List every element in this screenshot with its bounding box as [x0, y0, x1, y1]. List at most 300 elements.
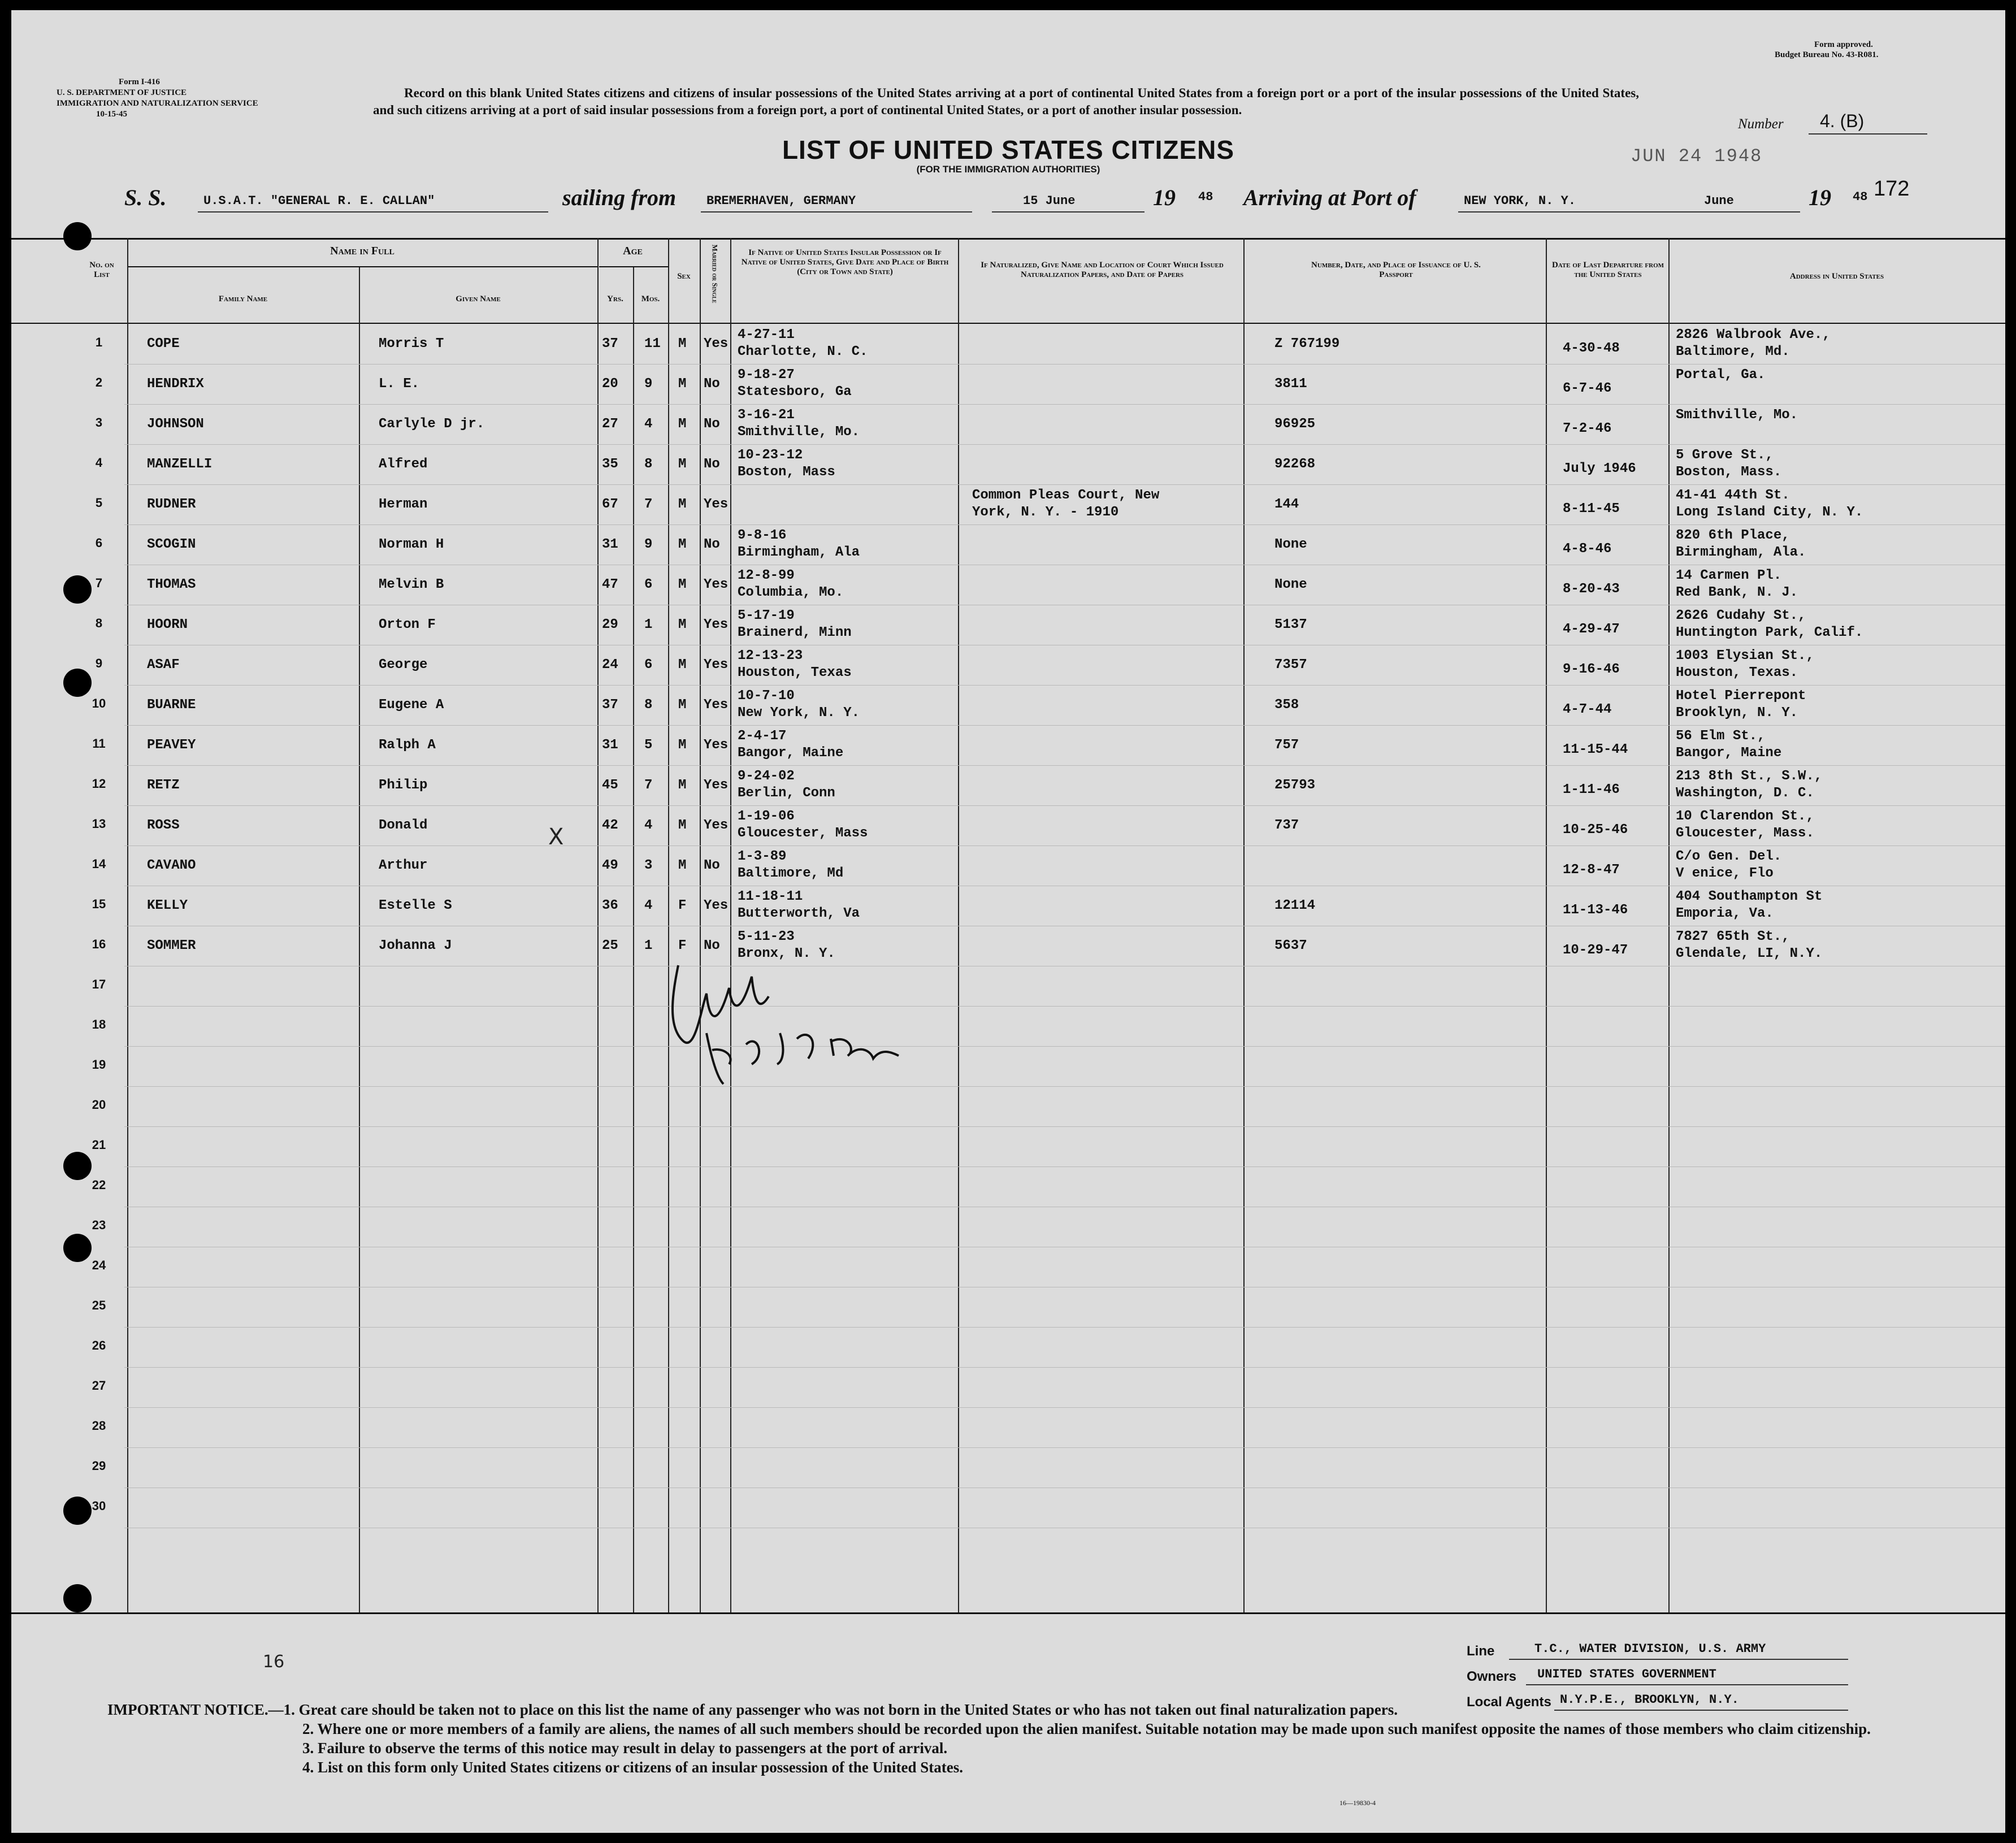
- us-address: Glendale, LI, N.Y.: [1676, 946, 1823, 961]
- col-header-married: Married or Single: [710, 244, 719, 303]
- birth-info: Boston, Mass: [738, 465, 835, 480]
- birth-info: Gloucester, Mass: [738, 826, 868, 841]
- given-name: Morris T: [379, 336, 444, 352]
- birth-info: 10-23-12: [738, 448, 803, 463]
- row-rule: [124, 725, 2005, 726]
- marital-status: Yes: [704, 497, 729, 512]
- punch-hole: [63, 1497, 92, 1525]
- birth-info: Charlotte, N. C.: [738, 344, 868, 359]
- given-name: Ralph A: [379, 738, 436, 753]
- passport-number: 358: [1274, 697, 1299, 713]
- family-name: PEAVEY: [147, 738, 196, 753]
- row-number: 14: [92, 857, 106, 871]
- row-rule: [124, 1367, 2005, 1368]
- us-address: 10 Clarendon St.,: [1676, 809, 1814, 824]
- marital-status: Yes: [704, 697, 729, 713]
- notice-item-1: [107, 1700, 1939, 1719]
- row-rule: [124, 1166, 2005, 1167]
- age-years: 36: [602, 898, 618, 913]
- table-bottom-border: [11, 1612, 2005, 1614]
- family-name: ROSS: [147, 818, 180, 833]
- row-number: 6: [95, 536, 103, 550]
- row-number: 5: [95, 496, 103, 510]
- line-underline: [1509, 1659, 1848, 1660]
- family-name: ASAF: [147, 657, 180, 673]
- departure-date: 15 June: [1023, 194, 1076, 208]
- birth-info: Butterworth, Va: [738, 906, 860, 921]
- row-rule: [124, 1447, 2005, 1448]
- us-address: 1003 Elysian St.,: [1676, 648, 1814, 664]
- age-years: 27: [602, 417, 618, 432]
- punch-hole: [63, 575, 92, 604]
- line-value: T.C., WATER DIVISION, U.S. ARMY: [1534, 1642, 1766, 1656]
- family-name: RUDNER: [147, 497, 196, 512]
- row-number: 28: [92, 1419, 106, 1433]
- family-name: THOMAS: [147, 577, 196, 592]
- col-header-sex: Sex: [677, 272, 691, 281]
- given-name: Eugene A: [379, 697, 444, 713]
- family-name: CAVANO: [147, 858, 196, 873]
- sex: M: [678, 457, 687, 472]
- marital-status: Yes: [704, 778, 729, 793]
- print-code: 16—19830-4: [1339, 1799, 1376, 1807]
- birth-info: Baltimore, Md: [738, 866, 844, 881]
- family-name: MANZELLI: [147, 457, 213, 472]
- birth-info: 9-8-16: [738, 528, 787, 543]
- given-name: Norman H: [379, 537, 444, 552]
- row-rule: [124, 1046, 2005, 1047]
- given-name: Philip: [379, 778, 428, 793]
- sex: M: [678, 818, 687, 833]
- owners-value: UNITED STATES GOVERNMENT: [1537, 1667, 1716, 1681]
- col-header-months: Mos.: [641, 294, 660, 303]
- row-number: 8: [95, 616, 103, 630]
- name-header-divider: [127, 266, 597, 267]
- age-years: 31: [602, 738, 618, 753]
- passport-number: None: [1274, 537, 1307, 552]
- row-number: 11: [92, 736, 106, 751]
- sailing-from-label: sailing from: [562, 185, 677, 210]
- notice-item-3: 3. Failure to observe the terms of this notice may result in delay to passengers at the port of arrival.: [302, 1740, 948, 1757]
- last-departure: 6-7-46: [1563, 381, 1612, 396]
- sex: M: [678, 497, 687, 512]
- given-name: L. E.: [379, 376, 420, 392]
- us-address: 404 Southampton St: [1676, 889, 1823, 904]
- last-departure: 4-8-46: [1563, 541, 1612, 557]
- us-address: Red Bank, N. J.: [1676, 585, 1798, 600]
- punch-hole: [63, 1584, 92, 1612]
- row-number: 26: [92, 1338, 106, 1352]
- form-identifier: [57, 77, 258, 120]
- age-months: 6: [644, 657, 653, 673]
- naturalization-info: Common Pleas Court, New: [972, 488, 1160, 503]
- row-rule: [124, 805, 2005, 806]
- row-number: 1: [95, 335, 103, 349]
- us-address: Bangor, Maine: [1676, 745, 1782, 761]
- birth-info: Bronx, N. Y.: [738, 946, 835, 961]
- punch-hole: [63, 1152, 92, 1180]
- birth-info: Brainerd, Minn: [738, 625, 852, 640]
- year-prefix: 19: [1153, 185, 1176, 210]
- col-divider: [633, 267, 634, 1612]
- us-address: Baltimore, Md.: [1676, 344, 1790, 359]
- given-name: Melvin B: [379, 577, 444, 592]
- us-address: Houston, Texas.: [1676, 665, 1798, 680]
- passport-number: 12114: [1274, 898, 1316, 913]
- marital-status: Yes: [704, 818, 729, 833]
- passport-number: 144: [1274, 497, 1299, 512]
- col-header-no: No. on List: [89, 261, 114, 279]
- marital-status: No: [704, 376, 720, 392]
- us-address: Emporia, Va.: [1676, 906, 1774, 921]
- agents-value: N.Y.P.E., BROOKLYN, N.Y.: [1560, 1693, 1739, 1707]
- row-rule: [124, 524, 2005, 525]
- row-number: 25: [92, 1298, 106, 1312]
- row-rule: [124, 1327, 2005, 1328]
- owners-label: Owners: [1467, 1669, 1517, 1684]
- us-address: 2626 Cudahy St.,: [1676, 608, 1806, 623]
- row-number: 3: [95, 415, 103, 430]
- form-number: Form I-416: [119, 77, 160, 86]
- last-departure: 12-8-47: [1563, 862, 1620, 878]
- birth-info: 1-19-06: [738, 809, 795, 824]
- number-label: Number: [1738, 116, 1784, 132]
- row-rule: [124, 845, 2005, 846]
- passport-number: 7357: [1274, 657, 1307, 673]
- page-subtitle: (FOR THE IMMIGRATION AUTHORITIES): [916, 164, 1100, 175]
- passport-number: 96925: [1274, 417, 1316, 432]
- age-years: 24: [602, 657, 618, 673]
- age-years: 31: [602, 537, 618, 552]
- row-rule: [124, 685, 2005, 686]
- passport-number: 5637: [1274, 938, 1307, 953]
- birth-info: 10-7-10: [738, 688, 795, 704]
- marital-status: No: [704, 457, 720, 472]
- last-departure: 10-29-47: [1563, 943, 1628, 958]
- birth-info: 5-11-23: [738, 929, 795, 944]
- marital-status: No: [704, 858, 720, 873]
- col-header-age: Age: [623, 245, 643, 257]
- age-months: 4: [644, 417, 653, 432]
- sex: M: [678, 697, 687, 713]
- last-departure: 7-2-46: [1563, 421, 1612, 436]
- given-name: Estelle S: [379, 898, 452, 913]
- birth-info: New York, N. Y.: [738, 705, 860, 721]
- marital-status: No: [704, 537, 720, 552]
- given-name: Johanna J: [379, 938, 452, 953]
- col-header-birth: If Native of United States Insular Possession or If Native of United States, Give Date and Place of Birth (City or Town and State): [741, 248, 949, 276]
- birth-info: Bangor, Maine: [738, 745, 844, 761]
- row-number: 13: [92, 817, 106, 831]
- row-rule: [124, 1086, 2005, 1087]
- last-departure: 4-29-47: [1563, 622, 1620, 637]
- notice-text: —1. Great care should be taken not to place on this list the name of any passenger who was not born in the United States or who has not taken out final naturalization papers.: [268, 1701, 1398, 1718]
- intro-instructions: Record on this blank United States citizens and citizens of insular possessions of the United States arriving at a port of continental United States from a foreign port or a port of the insular possessions of the United States, and such citizens arriving at a port of said insular possessions from a foreign port, a port of continental United States, or a port of another insular possession.: [373, 86, 1639, 117]
- birth-info: Berlin, Conn: [738, 786, 835, 801]
- age-months: 11: [644, 336, 661, 352]
- row-rule: [124, 444, 2005, 445]
- form-date: 10-15-45: [96, 110, 127, 119]
- last-departure: 10-25-46: [1563, 822, 1628, 838]
- row-rule: [124, 765, 2005, 766]
- col-header-name: Name in Full: [330, 245, 394, 257]
- ship-name: U.S.A.T. "GENERAL R. E. CALLAN": [203, 194, 435, 208]
- marital-status: Yes: [704, 336, 729, 352]
- arrival-port: NEW YORK, N. Y.: [1464, 194, 1576, 208]
- last-departure: 8-20-43: [1563, 582, 1620, 597]
- table-top-border: [11, 238, 2005, 240]
- us-address: Birmingham, Ala.: [1676, 545, 1806, 560]
- line-label: Line: [1467, 1643, 1495, 1659]
- budget-bureau-line: Budget Bureau No. 43-R081.: [1775, 50, 1879, 59]
- sex: M: [678, 376, 687, 392]
- row-number: 24: [92, 1258, 106, 1272]
- row-number: 18: [92, 1017, 106, 1031]
- given-name: Herman: [379, 497, 428, 512]
- citizens-table: [11, 238, 2005, 1612]
- age-months: 8: [644, 457, 653, 472]
- col-header-passport: Number, Date, and Place of Issuance of U. S. Passport: [1311, 261, 1481, 279]
- passport-number: 92268: [1274, 457, 1316, 472]
- birth-info: 11-18-11: [738, 889, 803, 904]
- birth-info: 9-24-02: [738, 769, 795, 784]
- col-header-departure: Date of Last Departure from the United States: [1551, 261, 1664, 279]
- sex: M: [678, 778, 687, 793]
- row-number: 29: [92, 1459, 106, 1473]
- age-years: 45: [602, 778, 618, 793]
- age-years: 47: [602, 577, 618, 592]
- passport-number: 5137: [1274, 617, 1307, 632]
- budget-approval: [1775, 40, 1879, 60]
- birth-info: Houston, Texas: [738, 665, 852, 680]
- passport-number: 737: [1274, 818, 1299, 833]
- us-address: Washington, D. C.: [1676, 786, 1814, 801]
- family-name: JOHNSON: [147, 417, 204, 432]
- us-address: Smithville, Mo.: [1676, 407, 1798, 423]
- given-name: Alfred: [379, 457, 428, 472]
- last-departure: 11-15-44: [1563, 742, 1628, 757]
- us-address: Gloucester, Mass.: [1676, 826, 1814, 841]
- family-name: COPE: [147, 336, 180, 352]
- marital-status: No: [704, 938, 720, 953]
- last-departure: 9-16-46: [1563, 662, 1620, 677]
- birth-info: 5-17-19: [738, 608, 795, 623]
- age-years: 20: [602, 376, 618, 392]
- birth-info: Columbia, Mo.: [738, 585, 844, 600]
- row-number: 4: [95, 456, 103, 470]
- family-name: HOORN: [147, 617, 188, 632]
- birth-info: 3-16-21: [738, 407, 795, 423]
- family-name: SCOGIN: [147, 537, 196, 552]
- row-number: 19: [92, 1057, 106, 1072]
- col-header-given: Given Name: [456, 294, 501, 303]
- sex: M: [678, 577, 687, 592]
- age-years: 35: [602, 457, 618, 472]
- arriving-label: Arriving at Port of: [1243, 185, 1416, 210]
- service-name: IMMIGRATION AND NATURALIZATION SERVICE: [57, 99, 258, 108]
- row-number: 9: [95, 656, 103, 670]
- received-date-stamp: JUN 24 1948: [1631, 146, 1763, 167]
- row-number: 22: [92, 1178, 106, 1192]
- notice-item-4: 4. List on this form only United States citizens or citizens of an insular possession of the United States.: [302, 1759, 964, 1776]
- marital-status: No: [704, 417, 720, 432]
- birth-info: 12-13-23: [738, 648, 803, 664]
- passport-number: 757: [1274, 738, 1299, 753]
- age-years: 42: [602, 818, 618, 833]
- birth-info: 1-3-89: [738, 849, 787, 864]
- us-address: 5 Grove St.,: [1676, 448, 1774, 463]
- departure-year: 48: [1198, 190, 1213, 204]
- passport-number: Z 767199: [1274, 336, 1340, 352]
- ship-underline: [198, 211, 548, 213]
- passport-number: 25793: [1274, 778, 1316, 793]
- passport-number: 3811: [1274, 376, 1307, 392]
- sex: M: [678, 657, 687, 673]
- us-address: Hotel Pierrepont: [1676, 688, 1806, 704]
- us-address: V enice, Flo: [1676, 866, 1774, 881]
- row-number: 7: [95, 576, 103, 590]
- row-rule: [124, 1126, 2005, 1127]
- age-months: 3: [644, 858, 653, 873]
- row-number: 2: [95, 375, 103, 389]
- row-number: 21: [92, 1138, 106, 1152]
- us-address: 7827 65th St.,: [1676, 929, 1790, 944]
- age-months: 6: [644, 577, 653, 592]
- row-number: 12: [92, 777, 106, 791]
- sex: F: [678, 898, 687, 913]
- passport-number: None: [1274, 577, 1307, 592]
- inspector-signature: [661, 943, 933, 1090]
- age-months: 1: [644, 938, 653, 953]
- notice-item-2: 2. Where one or more members of a family are aliens, the names of all such members should be recorded upon the alien manifest. Suitable notation may be made upon such manifest opposite the names of those members who claim citizenship.: [302, 1720, 1871, 1737]
- departure-date-underline: [992, 211, 1144, 213]
- us-address: Boston, Mass.: [1676, 465, 1782, 480]
- handwritten-passenger-count: 16: [263, 1652, 285, 1672]
- age-months: 9: [644, 537, 653, 552]
- row-rule: [124, 364, 2005, 365]
- row-number: 23: [92, 1218, 106, 1232]
- age-years: 67: [602, 497, 618, 512]
- birth-info: Birmingham, Ala: [738, 545, 860, 560]
- given-name: George: [379, 657, 428, 673]
- list-number: 4. (B): [1820, 111, 1865, 131]
- arrival-date: June: [1704, 194, 1734, 208]
- given-name: Donald: [379, 818, 428, 833]
- page-number: 172: [1874, 177, 1910, 201]
- arrival-date-underline: [1684, 211, 1800, 213]
- marital-status: Yes: [704, 657, 729, 673]
- row-rule: [124, 404, 2005, 405]
- age-years: 37: [602, 697, 618, 713]
- us-address: 820 6th Place,: [1676, 528, 1790, 543]
- row-number: 15: [92, 897, 106, 911]
- marital-status: Yes: [704, 577, 729, 592]
- given-name: Carlyle D jr.: [379, 417, 485, 432]
- us-address: 2826 Walbrook Ave.,: [1676, 327, 1831, 342]
- row-number: 20: [92, 1098, 106, 1112]
- sex: F: [678, 938, 687, 953]
- age-months: 4: [644, 898, 653, 913]
- arrival-year: 48: [1853, 190, 1868, 204]
- birth-info: 9-18-27: [738, 367, 795, 383]
- arrival-year-prefix: 19: [1809, 185, 1831, 210]
- given-name: Orton F: [379, 617, 436, 632]
- age-months: 9: [644, 376, 653, 392]
- row-number: 16: [92, 937, 106, 951]
- row-rule: [124, 1006, 2005, 1007]
- age-months: 5: [644, 738, 653, 753]
- family-name: KELLY: [147, 898, 188, 913]
- birth-info: Statesboro, Ga: [738, 384, 852, 400]
- ss-label: S. S.: [124, 185, 167, 210]
- us-address: Brooklyn, N. Y.: [1676, 705, 1798, 721]
- punch-hole: [63, 1234, 92, 1262]
- last-departure: 8-11-45: [1563, 501, 1620, 517]
- important-notice: [107, 1700, 1939, 1777]
- departure-port: BREMERHAVEN, GERMANY: [706, 194, 856, 208]
- last-departure: 11-13-46: [1563, 903, 1628, 918]
- age-months: 4: [644, 818, 653, 833]
- age-years: 25: [602, 938, 618, 953]
- us-address: 41-41 44th St.: [1676, 488, 1790, 503]
- last-departure: 4-30-48: [1563, 341, 1620, 356]
- punch-hole: [63, 222, 92, 250]
- marital-status: Yes: [704, 738, 729, 753]
- age-years: 37: [602, 336, 618, 352]
- birth-info: Smithville, Mo.: [738, 424, 860, 440]
- departure-port-underline: [701, 211, 972, 213]
- approval-line: Form approved.: [1814, 40, 1873, 49]
- us-address: Long Island City, N. Y.: [1676, 505, 1863, 520]
- sex: M: [678, 537, 687, 552]
- sex: M: [678, 617, 687, 632]
- notice-title: IMPORTANT NOTICE.: [107, 1701, 268, 1718]
- birth-info: 2-4-17: [738, 728, 787, 744]
- us-address: Huntington Park, Calif.: [1676, 625, 1863, 640]
- row-number: 17: [92, 977, 106, 991]
- agents-label: Local Agents: [1467, 1694, 1551, 1710]
- given-name: Arthur: [379, 858, 428, 873]
- age-months: 1: [644, 617, 653, 632]
- us-address: Portal, Ga.: [1676, 367, 1766, 383]
- family-name: BUARNE: [147, 697, 196, 713]
- col-header-family: Family Name: [218, 294, 268, 303]
- col-header-years: Yrs.: [607, 294, 623, 303]
- row-rule: [124, 484, 2005, 485]
- family-name: SOMMER: [147, 938, 196, 953]
- manifest-sheet: [11, 10, 2005, 1833]
- last-departure: 4-7-44: [1563, 702, 1612, 717]
- owners-underline: [1526, 1684, 1848, 1685]
- handwritten-x-mark: X: [548, 824, 564, 850]
- us-address: 56 Elm St.,: [1676, 728, 1766, 744]
- age-months: 8: [644, 697, 653, 713]
- us-address: 213 8th St., S.W.,: [1676, 769, 1823, 784]
- us-address: C/o Gen. Del.: [1676, 849, 1782, 864]
- age-months: 7: [644, 497, 653, 512]
- us-address: 14 Carmen Pl.: [1676, 568, 1782, 583]
- last-departure: 1-11-46: [1563, 782, 1620, 797]
- sex: M: [678, 738, 687, 753]
- header-bottom-border: [11, 323, 2005, 324]
- sex: M: [678, 858, 687, 873]
- last-departure: July 1946: [1563, 461, 1636, 476]
- age-months: 7: [644, 778, 653, 793]
- row-number: 30: [92, 1499, 106, 1513]
- family-name: HENDRIX: [147, 376, 204, 392]
- department-name: U. S. DEPARTMENT OF JUSTICE: [57, 88, 187, 97]
- row-rule: [124, 1407, 2005, 1408]
